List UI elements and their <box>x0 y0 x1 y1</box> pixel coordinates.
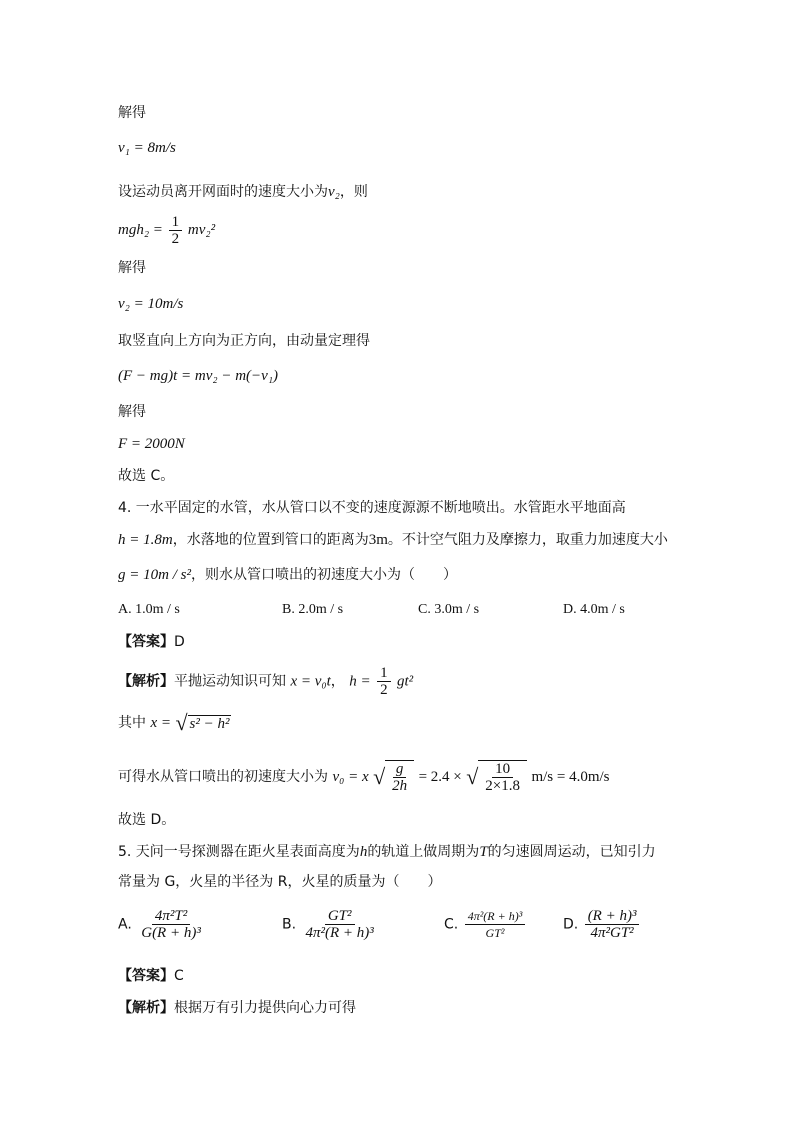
question-5-option-a <box>118 908 206 941</box>
fraction-2x18: 2×1.8 <box>485 778 521 794</box>
option-d-fraction <box>585 908 640 941</box>
question-5-option-b <box>282 908 379 941</box>
equation-mgh2-rhs: mv₂² <box>187 221 216 238</box>
fraction-g: g <box>393 761 407 778</box>
equation-v0-lhs: v₀ = x <box>332 769 369 785</box>
sqrt-sign: √ <box>175 710 188 735</box>
fraction-2h: 2h <box>392 778 408 794</box>
option-c-den: GT² <box>485 926 505 940</box>
option-a-fraction <box>138 908 204 941</box>
analysis-label: 【解析】 <box>118 673 174 690</box>
option-b-fraction <box>303 908 377 941</box>
var-T: T <box>479 844 488 860</box>
question-4-option-d: D. 4.0m / s <box>563 602 625 617</box>
fraction-10-over <box>482 761 523 794</box>
answer-label: 【答案】 <box>118 634 174 650</box>
analysis-separator: ， <box>330 673 345 690</box>
text-v2-intro-main: 设运动员离开网面时的速度大小为 <box>118 184 328 200</box>
question-4-option-c: C. 3.0m / s <box>418 602 480 617</box>
sqrt-10-over-36 <box>466 760 527 794</box>
option-d-label: D. <box>563 916 579 933</box>
equation-3m: 3m <box>368 532 388 548</box>
text-v2-intro-tail: ，则 <box>339 184 368 200</box>
q5-stem-1-a: 5. 天问一号探测器在距火星表面高度为 <box>118 844 360 860</box>
text-jiede-3: 解得 <box>118 404 146 420</box>
option-c-num: 4π²(R + h)³ <box>465 908 526 925</box>
option-a-label: A. <box>118 916 132 933</box>
question-5-option-c <box>444 908 527 941</box>
fraction-10: 10 <box>492 761 513 778</box>
equation-mgh2-lhs: mgh₂ = <box>118 221 163 238</box>
question-4-stem-3 <box>118 565 457 585</box>
equation-force: F = 2000N <box>118 436 185 452</box>
question-5-stem-2: 常量为 G，火星的半径为 R，火星的质量为（ ） <box>118 874 442 890</box>
equation-momentum: (F − mg)t = mv₂ − m(−v₁) <box>118 368 279 384</box>
question-4-stem-2 <box>118 530 668 550</box>
question-4-answer <box>118 632 185 652</box>
equation-g: g = 10m / s² <box>118 567 191 583</box>
q5-stem-1-b: 的轨道上做周期为 <box>367 844 480 860</box>
question-5-stem-1 <box>118 842 656 862</box>
fraction-denominator: 2 <box>171 231 180 247</box>
question-4-stem-1: 4. 一水平固定的水管，水从管口以不变的速度源源不断地喷出。水管距水平地面高 <box>118 500 626 516</box>
q5-answer-label: 【答案】 <box>118 968 174 984</box>
question-5-option-d <box>563 908 641 941</box>
question-4-stem-2-text: ，水落地的位置到管口的距离为 <box>172 532 369 548</box>
option-d-den: 4π²GT² <box>590 925 634 941</box>
text-jiede-2: 解得 <box>118 260 146 276</box>
option-b-label: B. <box>282 916 297 933</box>
equation-v2: v₂ = 10m/s <box>118 296 184 312</box>
sqrt-s2-h2 <box>175 712 231 734</box>
option-d-num: (R + h)³ <box>585 908 640 925</box>
fraction-numerator: 1 <box>169 214 183 231</box>
equation-mid: = 2.4 × <box>418 769 462 785</box>
answer-value: D <box>174 634 185 650</box>
option-c-fraction <box>465 908 526 941</box>
equation-v1: v₁ = 8m/s <box>118 140 176 156</box>
fraction-one-half <box>169 214 183 247</box>
equation-mgh2 <box>118 214 215 247</box>
question-4-qizhong <box>118 712 231 734</box>
fraction-g-2h <box>389 761 410 794</box>
option-a-num: 4π²T² <box>152 908 190 925</box>
var-v2: v₂ <box>328 184 340 200</box>
question-4-analysis <box>118 665 413 698</box>
var-h: h <box>359 844 368 860</box>
option-b-num: GT² <box>325 908 355 925</box>
sqrt-g-over-2h <box>373 760 414 794</box>
qizhong-text: 其中 <box>118 715 146 731</box>
text-momentum-theorem: 取竖直向上方向为正方向，由动量定理得 <box>118 333 370 349</box>
fraction-half-numerator: 1 <box>377 665 391 682</box>
equation-h: h = 1.8m <box>118 532 173 548</box>
fraction-half-denominator: 2 <box>380 682 388 698</box>
text-choose-c: 故选 C。 <box>118 468 175 484</box>
q5-analysis-label: 【解析】 <box>118 1000 174 1016</box>
q5-analysis-text: 根据万有引力提供向心力可得 <box>174 1000 356 1016</box>
analysis-text: 平抛运动知识可知 <box>174 673 286 690</box>
q5-stem-1-c: 的匀速圆周运动，已知引力 <box>487 844 656 860</box>
equation-h-lhs: h = <box>349 673 371 690</box>
q5-answer-value: C <box>174 968 184 984</box>
sqrt-body: s² − h² <box>189 715 230 732</box>
option-a-den: G(R + h)³ <box>141 925 201 941</box>
text-jiede-1: 解得 <box>118 105 146 121</box>
option-b-den: 4π²(R + h)³ <box>305 925 374 941</box>
text-choose-d: 故选 D。 <box>118 812 176 828</box>
result-text: 可得水从管口喷出的初速度大小为 <box>118 769 328 785</box>
question-4-result <box>118 760 610 794</box>
option-c-label: C. <box>444 916 459 933</box>
sqrt-sign-3: √ <box>466 764 479 789</box>
question-5-analysis <box>118 998 356 1018</box>
question-4-option-b: B. 2.0m / s <box>282 602 344 617</box>
fraction-half <box>377 665 391 698</box>
question-4-stem-2-tail: 。不计空气阻力及摩擦力，取重力加速度大小 <box>387 532 668 548</box>
equation-x-lhs: x = <box>150 715 171 731</box>
question-4-option-a: A. 1.0m / s <box>118 602 180 617</box>
question-4-stem-3-tail: ，则水从管口喷出的初速度大小为（ ） <box>190 567 457 583</box>
equation-gt2: gt² <box>397 673 414 690</box>
sqrt-sign-2: √ <box>373 764 386 789</box>
question-5-answer <box>118 966 184 986</box>
equation-x-v0t: x = v₀t <box>290 673 331 690</box>
equation-result: m/s = 4.0m/s <box>531 769 610 785</box>
text-v2-intro <box>118 182 368 202</box>
